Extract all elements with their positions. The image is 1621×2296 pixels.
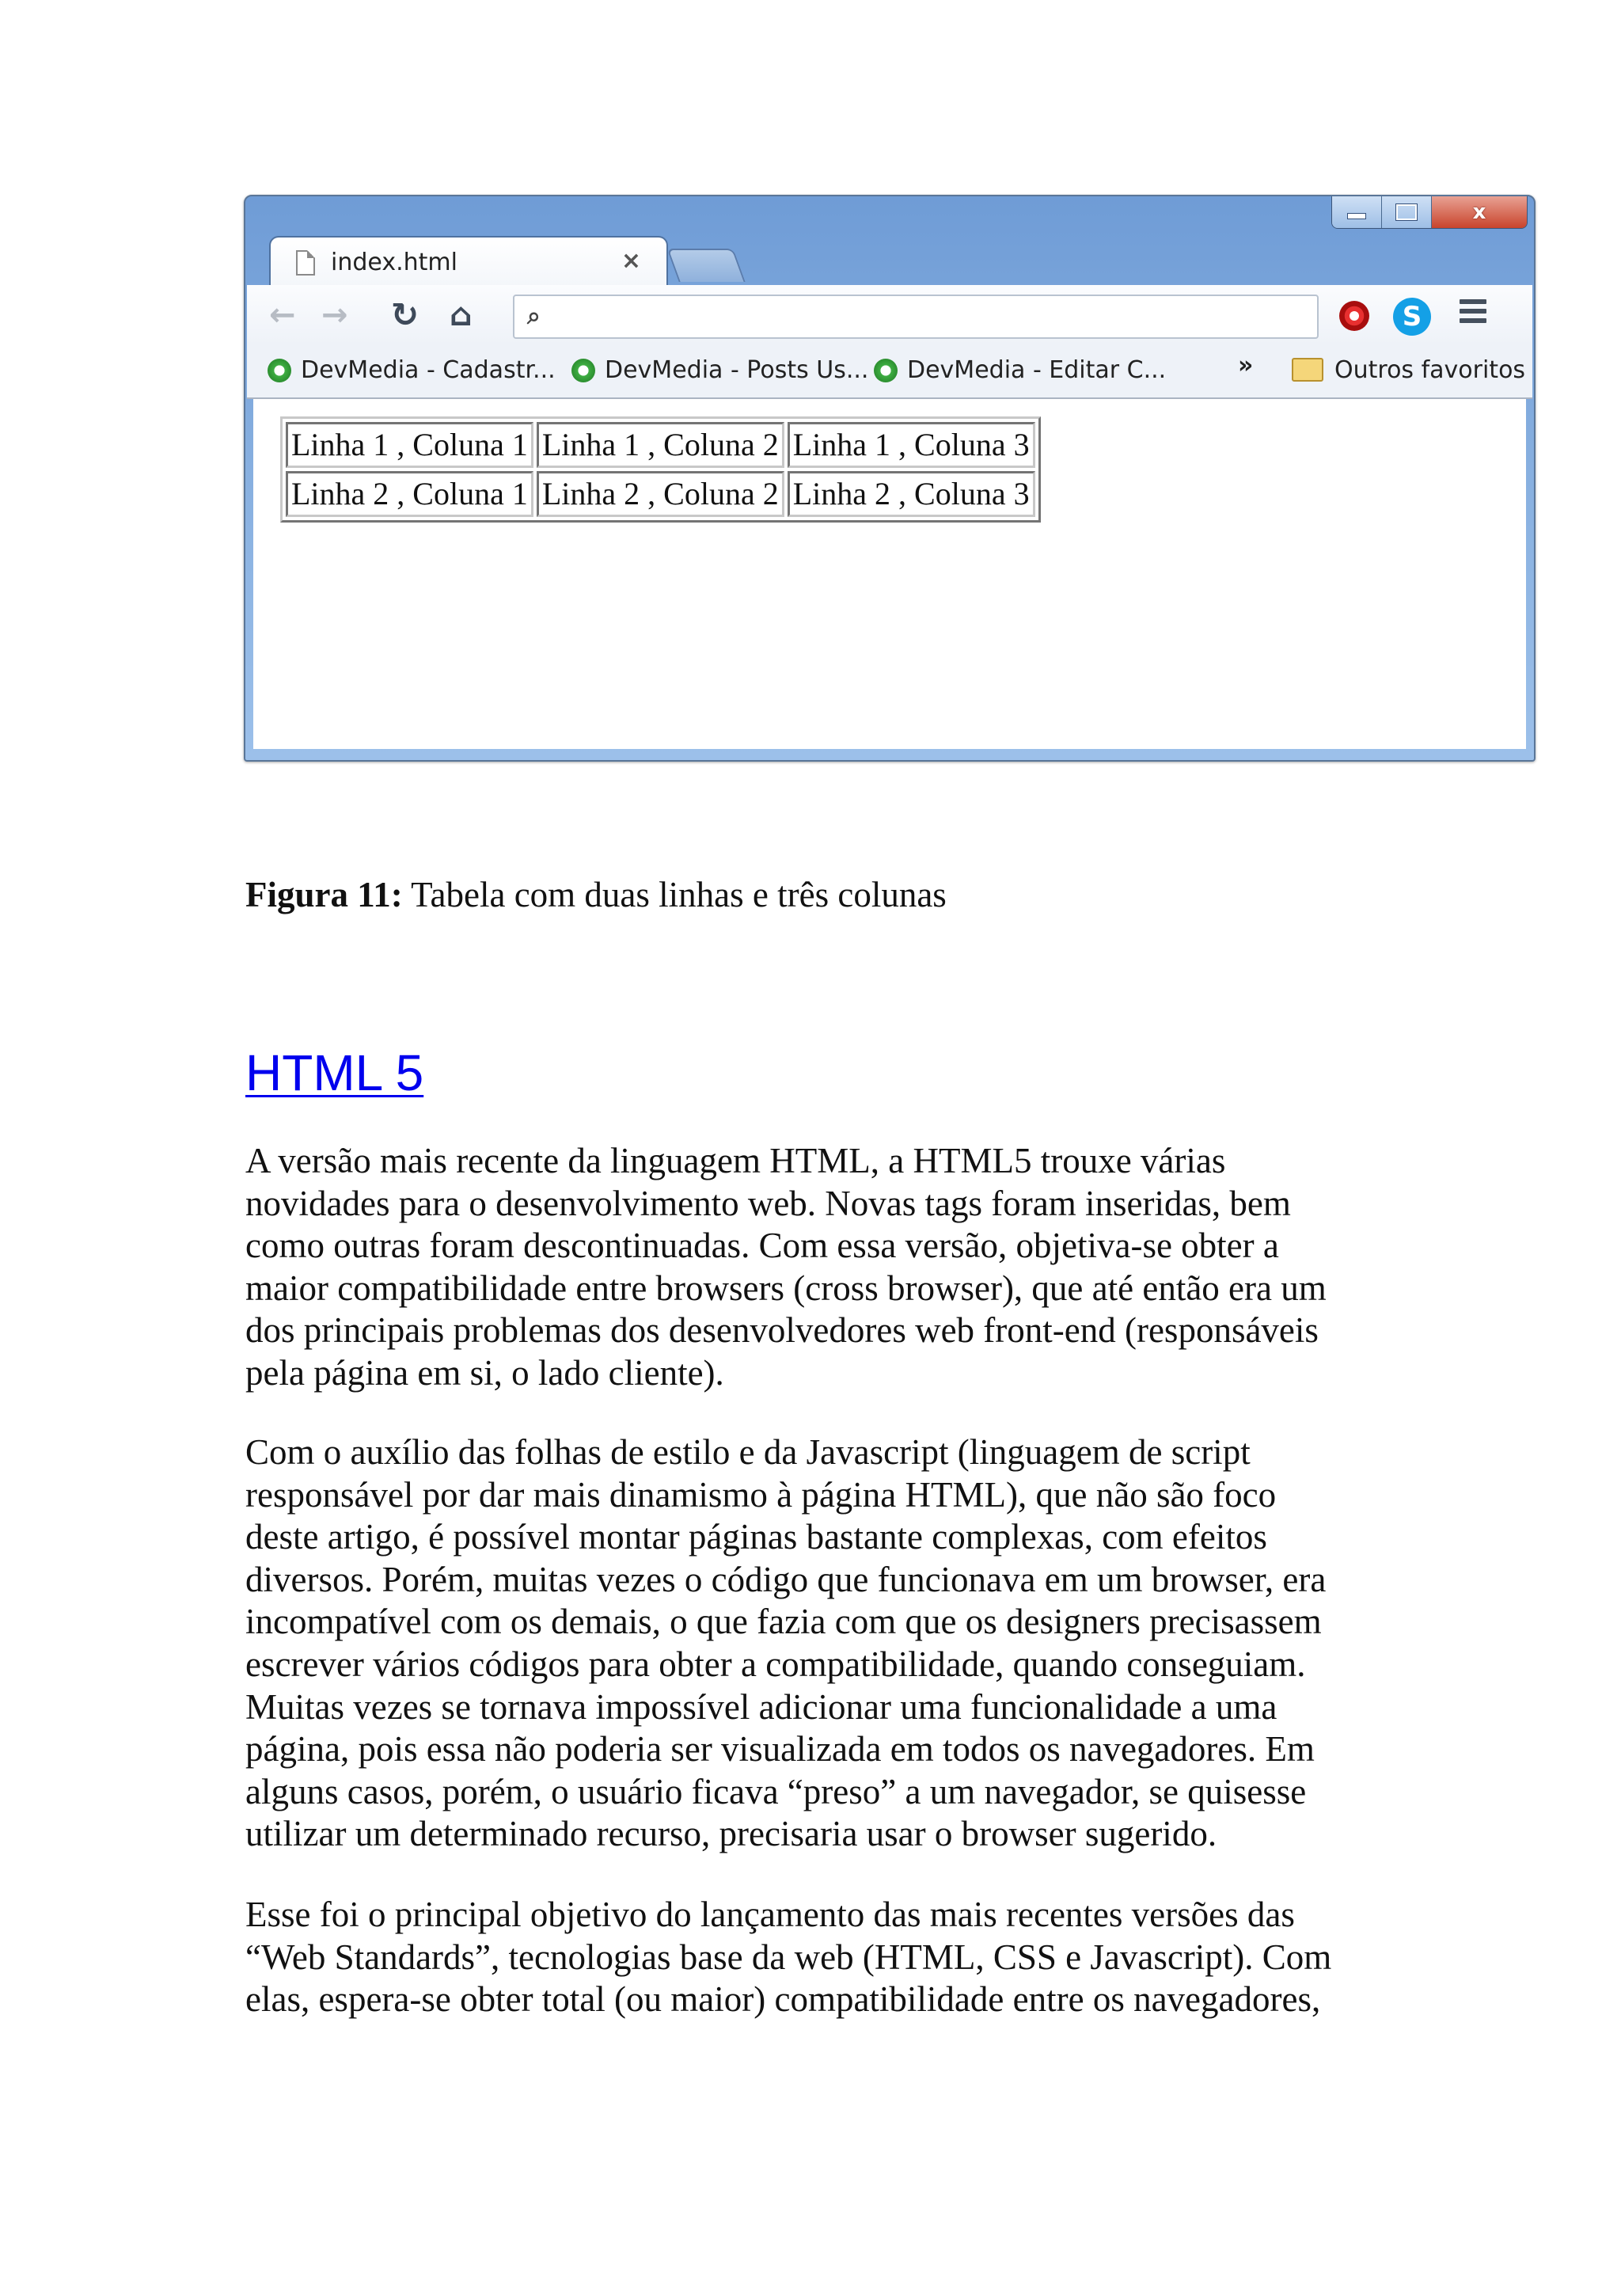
browser-window-figure	[244, 195, 1536, 762]
new-tab-button[interactable]	[666, 249, 745, 282]
maximize-icon	[1396, 204, 1417, 220]
home-icon[interactable]: ⌂	[450, 297, 473, 333]
text-line: diversos. Porém, muitas vezes o código que funcionava em um browser, era	[245, 1559, 1327, 1599]
text-line: “Web Standards”, tecnologias base da web (HTML, CSS e Javascript). Com	[245, 1937, 1332, 1977]
bookmark-item[interactable]: DevMedia - Posts Us...	[571, 356, 868, 384]
paragraph	[245, 1431, 1385, 1856]
text-line: deste artigo, é possível montar páginas bastante complexas, com efeitos	[245, 1517, 1267, 1557]
bookmark-item[interactable]: DevMedia - Cadastr...	[268, 356, 556, 384]
table-cell: Linha 2 , Coluna 2	[537, 471, 784, 517]
text-line: Com o auxílio das folhas de estilo e da Javascript (linguagem de script	[245, 1432, 1251, 1472]
tab-title: index.html	[331, 249, 457, 276]
text-line: pela página em si, o lado cliente).	[245, 1352, 724, 1393]
text-line: responsável por dar mais dinamismo à página HTML), que não são foco	[245, 1474, 1277, 1515]
text-line: Muitas vezes se tornava impossível adicionar uma funcionalidade a uma	[245, 1686, 1277, 1727]
menu-icon[interactable]	[1460, 299, 1486, 328]
text-line: incompatível com os demais, o que fazia com que os designers precisassem	[245, 1602, 1322, 1642]
caption-label: Figura 11:	[245, 875, 403, 914]
minimize-icon	[1347, 213, 1366, 219]
text-line: página, pois essa não poderia ser visualizada em todos os navegadores. Em	[245, 1729, 1315, 1770]
other-bookmarks-folder[interactable]: Outros favoritos	[1292, 356, 1525, 384]
table-cell: Linha 1 , Coluna 1	[286, 422, 533, 468]
devmedia-icon	[874, 359, 898, 382]
table-cell: Linha 1 , Coluna 3	[788, 422, 1035, 468]
text-line: utilizar um determinado recurso, precisaria usar o browser sugerido.	[245, 1814, 1217, 1854]
skype-icon[interactable]: S	[1393, 298, 1431, 336]
table-cell: Linha 2 , Coluna 1	[286, 471, 533, 517]
window-controls	[1331, 196, 1528, 229]
page-viewport	[253, 399, 1526, 749]
devmedia-icon	[268, 359, 291, 382]
document-icon	[296, 250, 315, 276]
rendered-table	[280, 416, 1041, 523]
back-arrow-icon[interactable]: ←	[269, 297, 296, 333]
paragraph	[245, 1140, 1385, 1395]
table-row	[286, 471, 1035, 517]
bookmarks-overflow-chevron[interactable]: »	[1238, 352, 1254, 379]
text-line: alguns casos, porém, o usuário ficava “preso” a um navegador, se quisesse	[245, 1771, 1307, 1811]
devmedia-icon	[571, 359, 595, 382]
maximize-button[interactable]	[1382, 196, 1432, 228]
browser-toolbar	[247, 285, 1532, 345]
close-window-button[interactable]	[1432, 196, 1527, 228]
close-icon: x	[1472, 200, 1486, 224]
table-cell: Linha 2 , Coluna 3	[788, 471, 1035, 517]
tab-close-icon[interactable]: ×	[621, 247, 641, 275]
caption-text: Tabela com duas linhas e três colunas	[402, 875, 947, 914]
search-icon: ⌕	[527, 302, 541, 330]
text-line: maior compatibilidade entre browsers (cross browser), que até então era um	[245, 1268, 1327, 1308]
paragraph	[245, 1894, 1385, 2021]
text-line: novidades para o desenvolvimento web. Novas tags foram inseridas, bem	[245, 1183, 1291, 1223]
bookmark-item[interactable]: DevMedia - Editar C...	[874, 356, 1166, 384]
text-line: Esse foi o principal objetivo do lançamento das mais recentes versões das	[245, 1895, 1295, 1934]
browser-tab[interactable]	[269, 236, 668, 288]
minimize-button[interactable]	[1332, 196, 1382, 228]
folder-icon	[1292, 358, 1323, 382]
section-heading[interactable]: HTML 5	[245, 1044, 424, 1101]
bookmarks-bar	[247, 345, 1532, 399]
forward-arrow-icon[interactable]: →	[321, 297, 348, 333]
text-line: como outras foram descontinuadas. Com essa versão, objetiva-se obter a	[245, 1226, 1279, 1266]
figure-caption	[245, 874, 947, 915]
text-line: elas, espera-se obter total (ou maior) compatibilidade entre os navegadores,	[245, 1979, 1321, 2020]
text-line: dos principais problemas dos desenvolvedores web front-end (responsáveis	[245, 1310, 1319, 1351]
table-row	[286, 422, 1035, 468]
address-bar[interactable]	[513, 295, 1319, 339]
reload-icon[interactable]: ↻	[391, 295, 419, 334]
text-line: escrever vários códigos para obter a compatibilidade, quando conseguiam.	[245, 1644, 1306, 1684]
table-cell: Linha 1 , Coluna 2	[537, 422, 784, 468]
extension-icon[interactable]	[1339, 301, 1369, 331]
text-line: A versão mais recente da linguagem HTML, a HTML5 trouxe várias	[245, 1141, 1226, 1180]
